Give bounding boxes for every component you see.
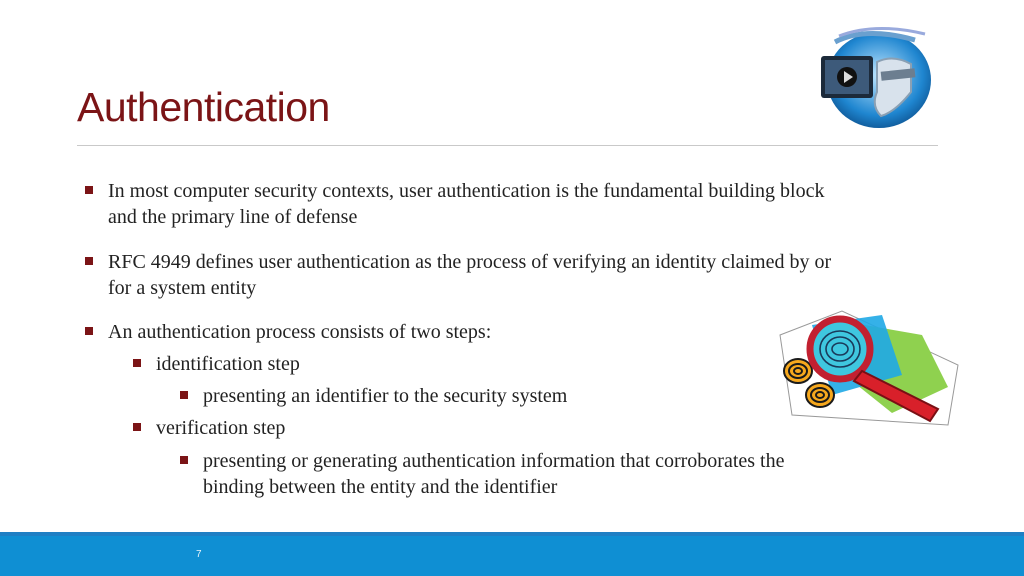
subsub-bullet-item — [203, 448, 943, 500]
bullet-item — [108, 178, 928, 230]
security-shield-laptop-icon — [815, 22, 935, 132]
bullet-square-icon — [85, 186, 93, 194]
title-divider — [77, 145, 938, 146]
subsub-bullet-text: presenting or generating authentication information that corroborates the — [203, 450, 785, 472]
sub-bullet-text: verification step — [156, 417, 286, 439]
bullet-square-icon — [180, 391, 188, 399]
bullet-text: An authentication process consists of two steps: — [108, 321, 492, 343]
bullet-square-icon — [85, 257, 93, 265]
sub-bullet-text: identification step — [156, 353, 300, 375]
sub-bullet-item — [156, 415, 756, 441]
bullet-square-icon — [133, 423, 141, 431]
bullet-item — [108, 249, 928, 301]
bullet-text: In most computer security contexts, user authentication is the fundamental building block — [108, 180, 825, 202]
sub-bullet-item — [156, 351, 756, 377]
bullet-text-cont: and the primary line of defense — [108, 206, 358, 228]
subsub-bullet-text: presenting an identifier to the security system — [203, 385, 568, 407]
magnifier-fingerprint-icon — [772, 305, 962, 430]
bullet-text-cont: for a system entity — [108, 277, 257, 299]
bullet-square-icon — [180, 456, 188, 464]
subsub-bullet-item — [203, 383, 763, 409]
bullet-square-icon — [85, 327, 93, 335]
subsub-bullet-text-cont: binding between the entity and the identifier — [203, 476, 558, 498]
slide-title: Authentication — [77, 84, 330, 130]
slide-number: 7 — [196, 549, 202, 560]
footer-bar — [0, 536, 1024, 576]
bullet-text: RFC 4949 defines user authentication as the process of verifying an identity claimed by or — [108, 251, 832, 273]
bullet-item — [108, 319, 748, 345]
bullet-square-icon — [133, 359, 141, 367]
